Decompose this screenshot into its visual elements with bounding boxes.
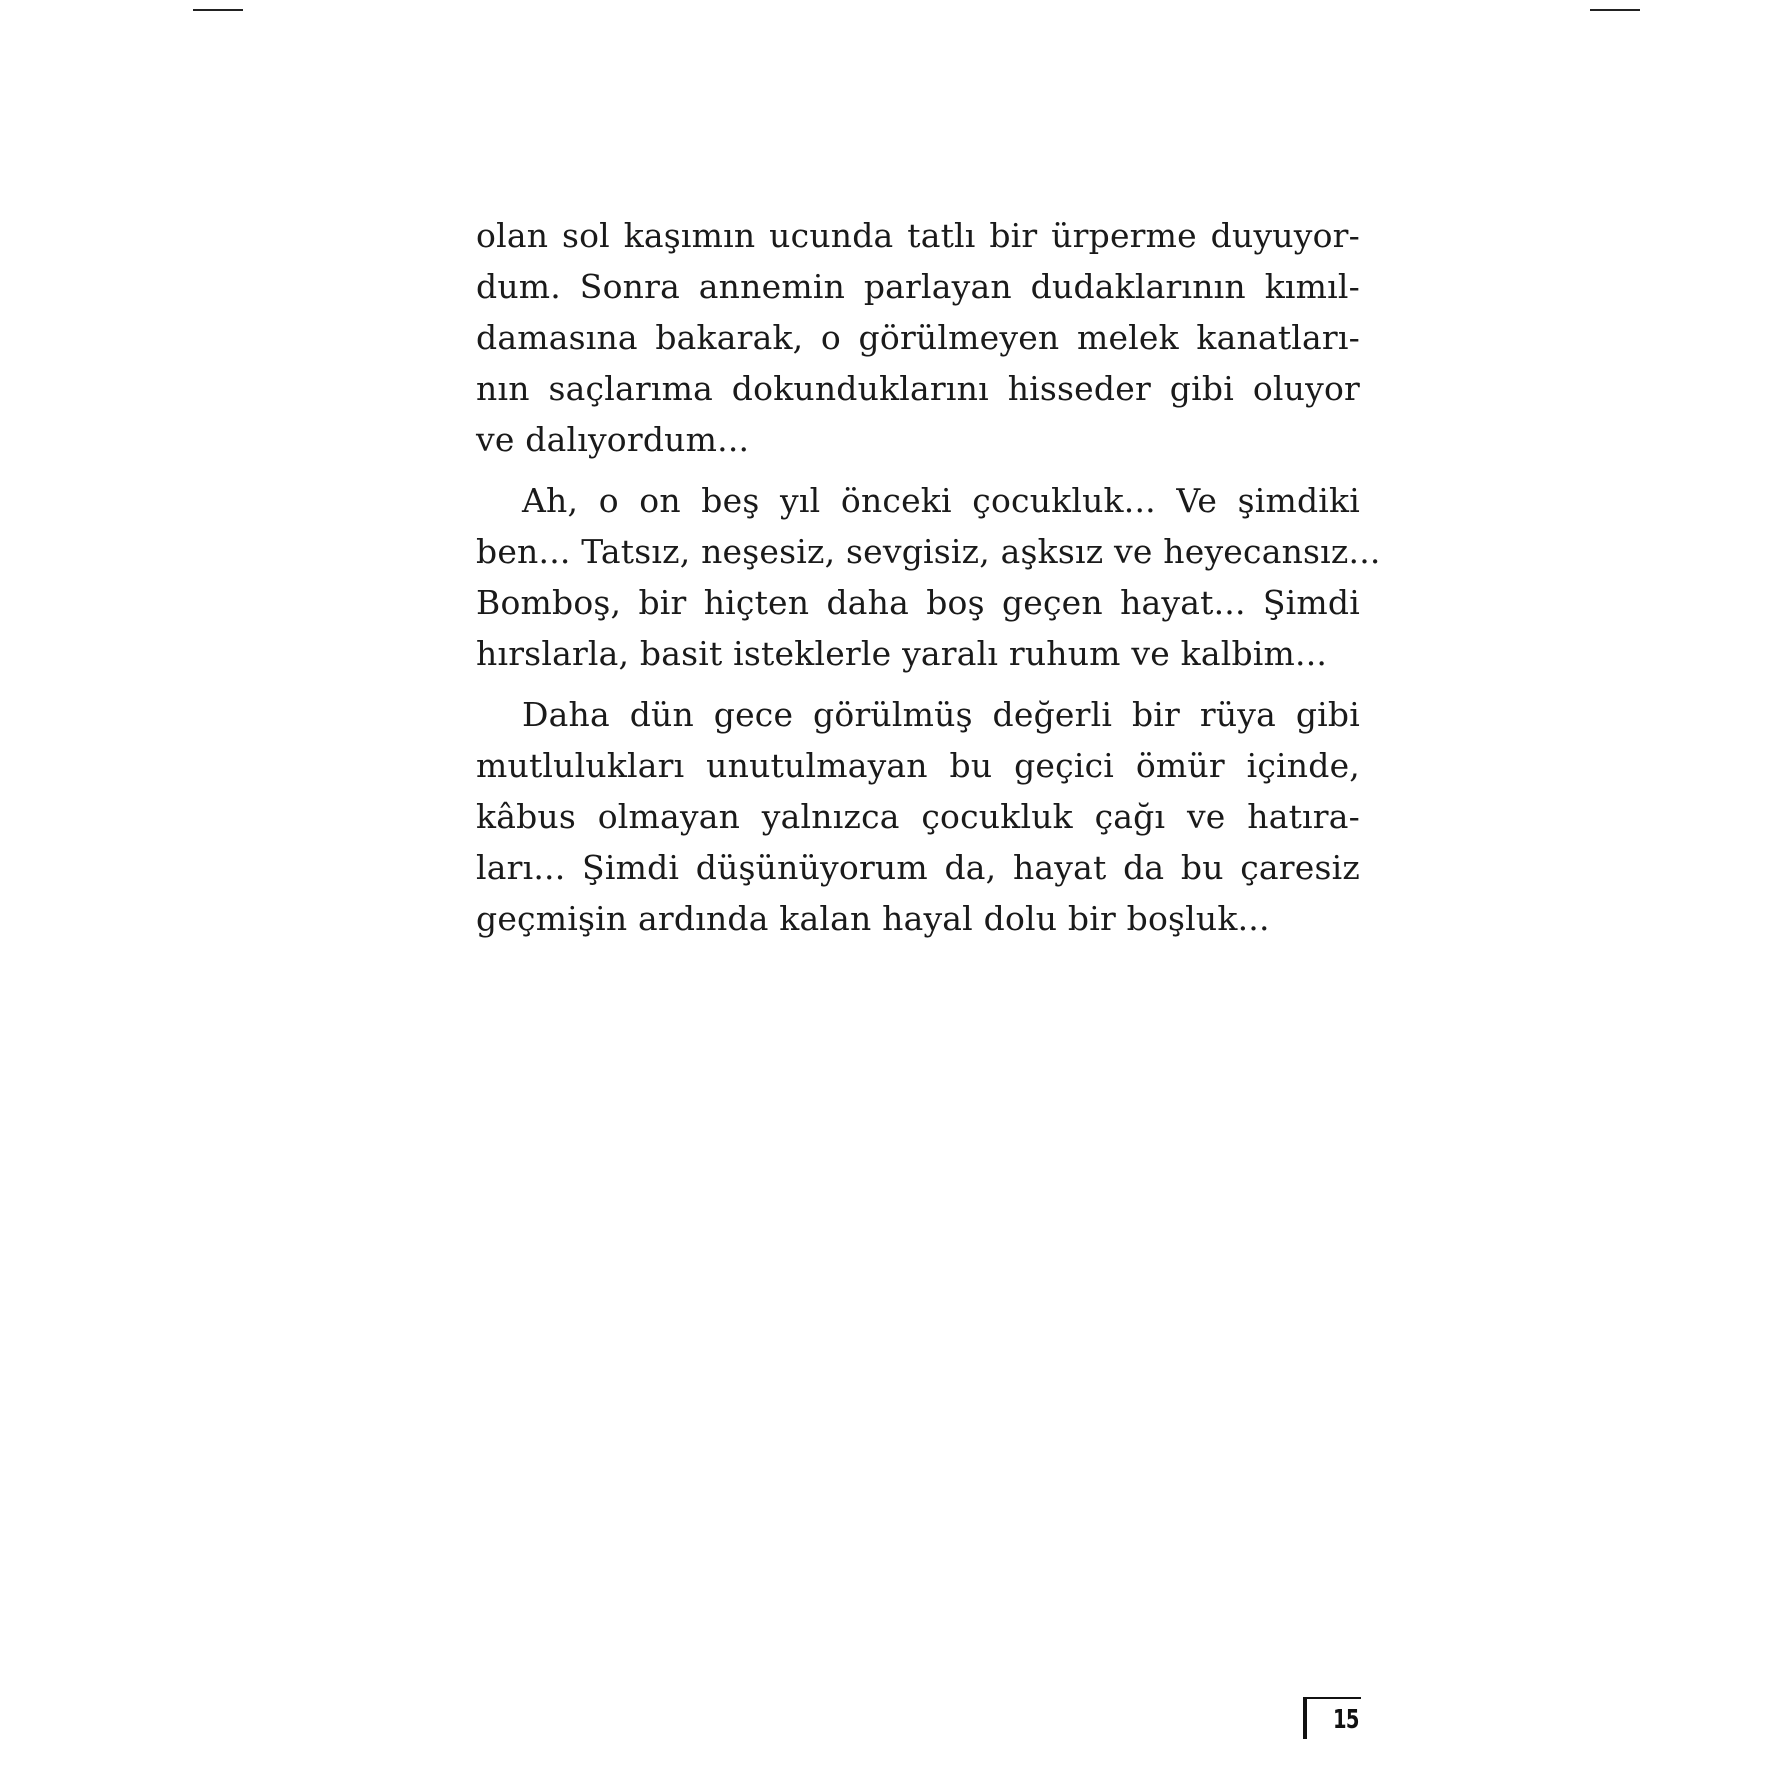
page-number-rule-horizontal (1303, 1697, 1361, 1699)
text-line: kâbus olmayan yalnızca çocukluk çağı ve hatıra- (476, 797, 1360, 836)
text-line: mutlulukları unutulmayan bu geçici ömür içinde, (476, 746, 1360, 785)
paragraph-2 (476, 475, 1381, 679)
page-number: 15 (1333, 1705, 1359, 1735)
text-line: Bomboş, bir hiçten daha boş geçen hayat... Şimdi (476, 583, 1360, 622)
text-line: hırslarla, basit isteklerle yaralı ruhum ve kalbim... (476, 634, 1328, 673)
page-number-rule-vertical (1303, 1697, 1307, 1739)
page-number-marker (1303, 1697, 1361, 1739)
body-text (476, 210, 1381, 954)
text-line: ve dalıyordum... (476, 420, 750, 459)
text-line: ben... Tatsız, neşesiz, sevgisiz, aşksız ve heyecansız... (476, 532, 1381, 571)
crop-mark-right (1590, 9, 1640, 11)
paragraph-3 (476, 689, 1360, 944)
paragraph-1 (476, 210, 1360, 465)
text-line: Daha dün gece görülmüş değerli bir rüya gibi (522, 695, 1360, 734)
text-line: ları... Şimdi düşünüyorum da, hayat da bu çaresiz (476, 848, 1360, 887)
text-line: damasına bakarak, o görülmeyen melek kanatları- (476, 318, 1360, 357)
text-line: olan sol kaşımın ucunda tatlı bir ürperme duyuyor- (476, 216, 1360, 255)
text-line: Ah, o on beş yıl önceki çocukluk... Ve şimdiki (522, 481, 1360, 520)
text-line: geçmişin ardında kalan hayal dolu bir boşluk... (476, 899, 1270, 938)
text-line: dum. Sonra annemin parlayan dudaklarının kımıl- (476, 267, 1360, 306)
text-line: nın saçlarıma dokunduklarını hisseder gibi oluyor (476, 369, 1360, 408)
crop-mark-left (193, 9, 243, 11)
